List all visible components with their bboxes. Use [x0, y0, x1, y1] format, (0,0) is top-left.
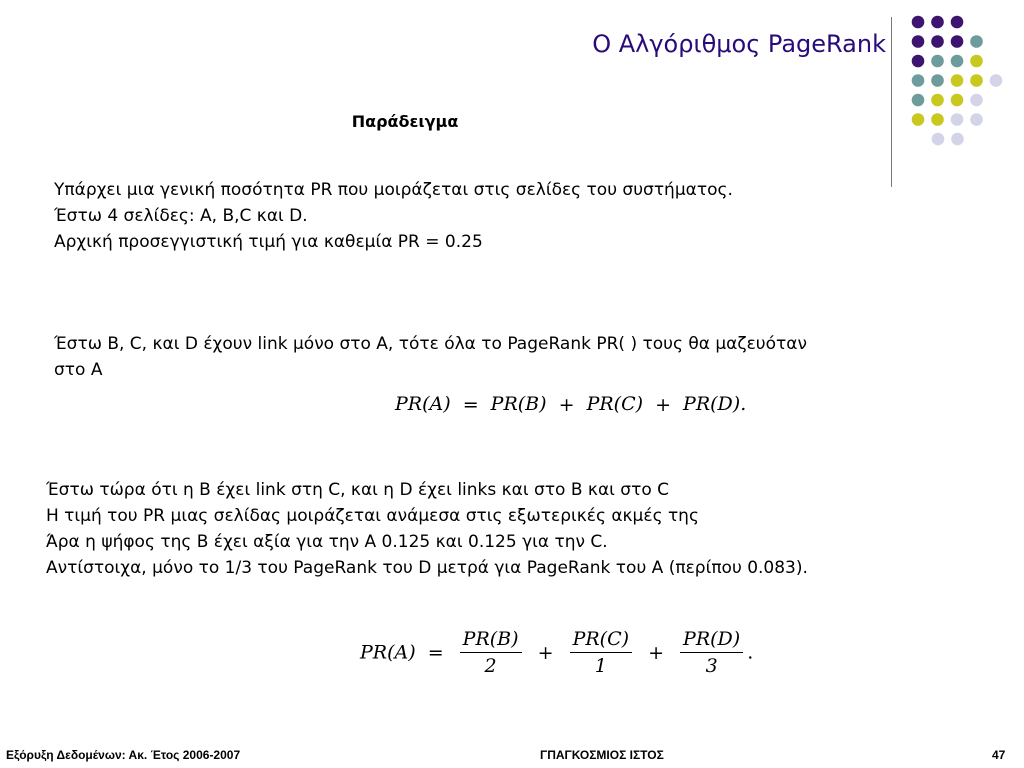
formula-plus: +: [558, 394, 575, 416]
fraction-numerator: PR(D): [680, 628, 743, 653]
formula-end: .: [747, 641, 754, 664]
formula-equals: =: [462, 394, 479, 416]
text-line: Έστω τώρα ότι η B έχει link στη C, και η D έχει links και στο B και στο C: [46, 480, 669, 500]
decorative-dot: [912, 35, 925, 48]
decorative-dot: [912, 74, 925, 87]
formula-term: PR(B): [490, 393, 547, 415]
decorative-dots: [0, 0, 1024, 200]
formula-equals: =: [427, 641, 444, 664]
fraction: [460, 628, 522, 677]
text-line: Αντίστοιχα, μόνο το 1/3 του PageRank του D μετρά για PageRank του A (περίπου 0.083).: [46, 558, 808, 578]
decorative-dot: [951, 55, 964, 68]
decorative-dot: [970, 55, 983, 68]
decorative-dot: [970, 94, 983, 107]
formula-plus: +: [655, 394, 671, 416]
decorative-dot: [990, 74, 1003, 87]
fraction-denominator: 2: [484, 655, 497, 677]
decorative-dot: [951, 35, 964, 48]
footer-course: Εξόρυξη Δεδομένων: Ακ. Έτος 2006-2007: [6, 748, 241, 762]
decorative-dot: [931, 94, 944, 107]
fraction-denominator: 3: [705, 655, 718, 677]
page-number: 47: [992, 748, 1006, 762]
decorative-dot: [951, 16, 964, 29]
decorative-dot: [931, 74, 944, 87]
slide-title: Ο Αλγόριθμος PageRank: [592, 30, 886, 58]
decorative-dot: [970, 74, 983, 87]
decorative-dot: [951, 133, 964, 146]
formula-end: .: [740, 393, 747, 415]
text-line: Έστω B, C, και D έχουν link μόνο στο A, τότε όλα το PageRank PR( ) τους θα μαζευόταν: [54, 334, 807, 354]
paragraph-links: [54, 331, 807, 383]
decorative-dot: [970, 35, 983, 48]
text-line: Η τιμή του PR μιας σελίδας μοιράζεται ανάμεσα στις εξωτερικές ακμές της: [46, 506, 699, 526]
fraction-numerator: PR(B): [460, 628, 522, 653]
decorative-dot: [931, 16, 944, 29]
decorative-dot: [912, 16, 925, 29]
decorative-dot: [951, 94, 964, 107]
fraction: [570, 628, 632, 677]
footer-section: ΓΠΑΓΚΟΣΜΙΟΣ ΙΣΤΟΣ: [540, 748, 664, 762]
text-line: Αρχική προσεγγιστική τιμή για καθεμία PR = 0.25: [54, 232, 483, 252]
decorative-dot: [931, 55, 944, 68]
decorative-dot: [912, 94, 925, 107]
text-line: στο A: [54, 360, 103, 380]
decorative-dot: [912, 113, 925, 126]
decorative-dot: [970, 113, 983, 126]
paragraph-intro: [54, 177, 733, 255]
decorative-dot: [951, 74, 964, 87]
formula-lhs: PR(A): [395, 393, 451, 415]
decorative-dot: [932, 133, 945, 146]
paragraph-split: [46, 477, 808, 581]
fraction-denominator: 1: [594, 655, 607, 677]
formula-sum: [395, 393, 746, 416]
formula-plus: +: [648, 641, 664, 664]
decorative-dot: [951, 113, 964, 126]
formula-term: PR(D): [683, 393, 741, 415]
formula-fractions: [360, 628, 753, 677]
formula-lhs: PR(A): [360, 641, 416, 664]
decorative-dot: [931, 35, 944, 48]
formula-plus: +: [537, 641, 554, 664]
text-line: Έστω 4 σελίδες: A, B,C και D.: [54, 206, 308, 226]
text-line: Άρα η ψήφος της B έχει αξία για την A 0.125 και 0.125 για την C.: [46, 532, 608, 552]
fraction-numerator: PR(C): [570, 628, 632, 653]
decorative-dot: [931, 113, 944, 126]
fraction: [680, 628, 743, 677]
decorative-dot: [912, 55, 925, 68]
slide-subtitle: Παράδειγμα: [351, 112, 459, 131]
text-line: Υπάρχει μια γενική ποσότητα PR που μοιράζεται στις σελίδες του συστήματος.: [54, 180, 733, 200]
formula-term: PR(C): [586, 393, 644, 415]
